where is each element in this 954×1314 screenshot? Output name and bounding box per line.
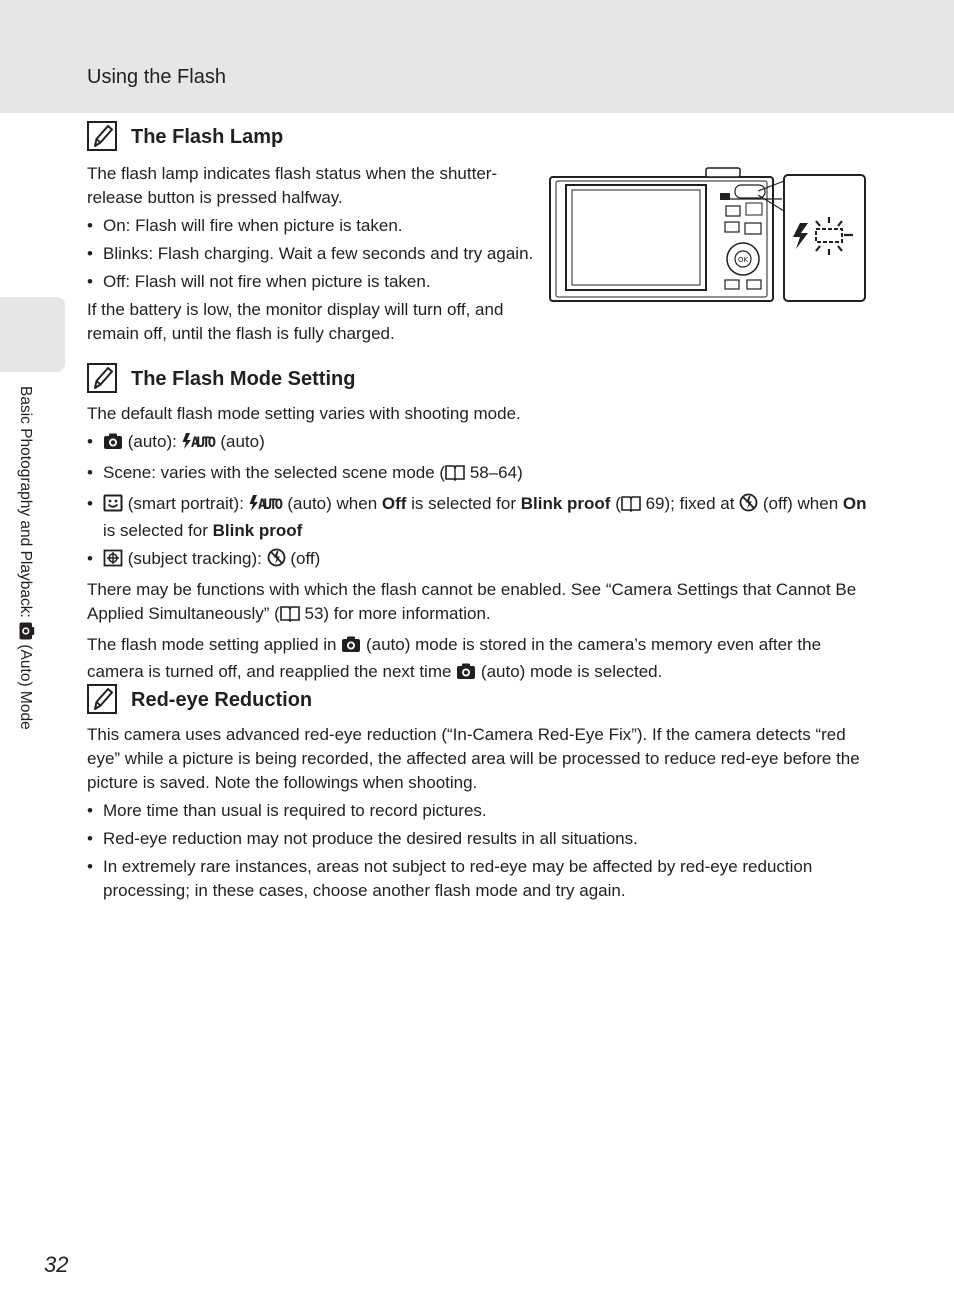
book-icon <box>280 605 300 629</box>
section-title: The Flash Lamp <box>131 126 284 148</box>
book-icon <box>621 495 641 519</box>
chapter-tab <box>0 297 65 372</box>
svg-text:OK: OK <box>737 256 749 264</box>
camera-back-illustration <box>548 167 868 303</box>
pencil-note-icon <box>87 363 117 393</box>
header-band <box>0 0 954 113</box>
section-flash-mode <box>87 363 867 687</box>
smiley-icon <box>103 494 123 519</box>
section-heading <box>87 684 867 718</box>
list-item: • Red-eye reduction may not produce the desired results in all situations. <box>87 827 867 851</box>
list-item: • Off: Flash will not fire when picture is taken. <box>87 270 537 294</box>
svg-text:AUTO: AUTO <box>190 435 216 450</box>
page-number: 32 <box>44 1252 69 1277</box>
chapter-label-end: (Auto) Mode <box>17 640 34 730</box>
pencil-note-icon <box>87 684 117 714</box>
flash-mode-note-2: The flash mode setting applied in (auto) mode is stored in the camera’s memory even after the camera is turned off, and reapplied the next time (auto) mode is selected. <box>87 633 867 687</box>
list-item: • (smart portrait): AUTO (auto) when Off is selected for Blink proof ( 69); fixed at (off) when On is selected for Blink proof <box>87 492 867 543</box>
list-item: • More time than usual is required to record pictures. <box>87 799 867 823</box>
flash-auto-icon <box>182 432 216 457</box>
target-icon <box>103 549 123 574</box>
camera-icon <box>103 432 123 457</box>
list-item: • Blinks: Flash charging. Wait a few seconds and try again. <box>87 242 537 266</box>
flash-lamp-list <box>87 214 537 294</box>
section-title: Red-eye Reduction <box>131 689 313 711</box>
red-eye-list <box>87 799 867 903</box>
section-heading <box>87 363 867 397</box>
flash-auto-icon <box>249 494 283 519</box>
book-icon <box>445 464 465 488</box>
section-title: The Flash Mode Setting <box>131 368 356 390</box>
flash-off-icon <box>739 493 758 519</box>
camera-icon <box>14 622 35 640</box>
flash-lamp-intro: The flash lamp indicates flash status when the shutter-release button is pressed halfway. <box>87 164 498 207</box>
flash-mode-note-1: There may be functions with which the flash cannot be enabled. See “Camera Settings that Cannot Be Applied Simultaneously” ( 53) for more information. <box>87 578 867 629</box>
list-item: • On: Flash will fire when picture is taken. <box>87 214 537 238</box>
flash-mode-intro: The default flash mode setting varies with shooting mode. <box>87 404 521 423</box>
flash-lamp-outro: If the battery is low, the monitor display will turn off, and remain off, until the flash is fully charged. <box>87 300 504 343</box>
red-eye-intro: This camera uses advanced red-eye reduction (“In-Camera Red-Eye Fix”). If the camera detects “red eye” while a picture is being recorded, the affected area will be processed to reduce red-eye before the picture is saved. Note the followings when shooting. <box>87 725 860 792</box>
section-heading <box>87 121 867 155</box>
flash-mode-list <box>87 430 867 574</box>
list-item: • Scene: varies with the selected scene mode ( 58–64) <box>87 461 867 488</box>
list-item: • (subject tracking): (off) <box>87 547 867 574</box>
flash-off-icon <box>267 548 286 574</box>
pencil-note-icon <box>87 121 117 151</box>
chapter-label-start: Basic Photography and Playback: <box>17 386 34 623</box>
section-red-eye <box>87 684 867 907</box>
page-header-title: Using the Flash <box>87 66 226 88</box>
list-item: • In extremely rare instances, areas not subject to red-eye may be affected by red-eye reduction processing; in these cases, choose another flash mode and try again. <box>87 855 867 903</box>
chapter-side-label <box>14 386 35 730</box>
list-item: • (auto): AUTO (auto) <box>87 430 867 457</box>
svg-text:AUTO: AUTO <box>257 497 283 512</box>
camera-icon <box>341 635 361 660</box>
